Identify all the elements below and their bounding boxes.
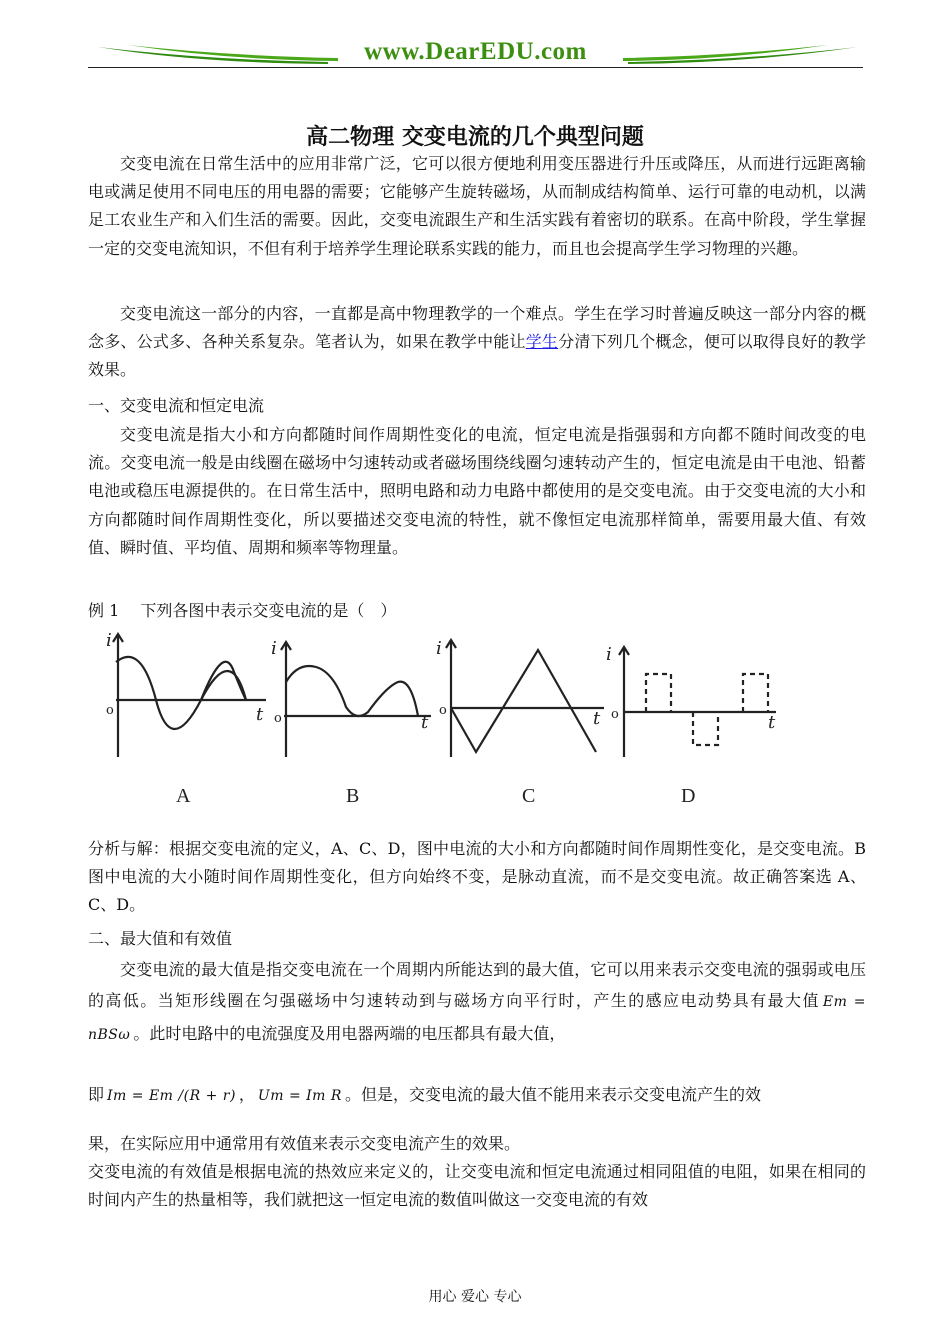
figure-c-graph	[446, 640, 604, 757]
header-rule	[88, 67, 863, 68]
paragraph-text: 交变电流的最大值是指交变电流在一个周期内所能达到的最大值，它可以用来表示交变电流的强弱或电压的高低。当矩形线圈在匀强磁场中匀速转动到与磁场方向平行时，产生的感应电动势具有最大值	[88, 960, 866, 1010]
figure-label-b: B	[346, 785, 360, 807]
figure-d-graph	[619, 647, 776, 757]
paragraph-intro: 交变电流在日常生活中的应用非常广泛，它可以很方便地利用变压器进行升压或降压，从而进行远距离输电或满足使用不同电压的用电器的需要；它能够产生旋转磁场，从而制成结构简单、运行可靠的电动机，以满足工农业生产和入们生活的需要。因此，交变电流跟生产和生活实践有着密切的联系。在高中阶段，学生掌握一定的交变电流知识，不但有利于培养学生理论联系实践的能力，而且也会提高学生学习物理的兴趣。	[88, 154, 866, 258]
paragraph-difficulty	[88, 300, 866, 385]
figure-label-c: C	[522, 785, 536, 807]
example-figures	[106, 632, 806, 812]
paragraph-text: 交变电流这一部分的内容，一直都是高中物理教学的一个难点。学生在学习时普遍反映这一部分内容的概念多、公式多、各种关系复杂。笔者认为，如果在教学中能让	[88, 304, 866, 352]
paragraph-effective-value: 交变电流的有效值是根据电流的热效应来定义的，让交变电流和恒定电流通过相同阻值的电阻，如果在相同的时间内产生的热量相等，我们就把这一恒定电流的数值叫做这一交变电流的有效	[88, 1162, 866, 1210]
origin-label: o	[106, 703, 114, 718]
axis-label-t: t	[593, 708, 601, 729]
axis-label-t: t	[768, 712, 776, 733]
formula-emf-max: Em = nBSω	[88, 994, 866, 1043]
paragraph-text: 。此时电路中的电流强度及用电器两端的电压都具有最大值，	[133, 1024, 566, 1043]
paragraph-formulas	[88, 1081, 866, 1110]
origin-label: o	[439, 703, 447, 718]
figure-a-graph	[113, 634, 266, 757]
figure-label-d: D	[681, 785, 696, 807]
section-heading-1: 一、交变电流和恒定电流	[88, 396, 265, 415]
axis-label-i: i	[606, 644, 612, 665]
paragraph-text: 分清下列几个概念，便可以取得良好的教学效果。	[88, 332, 866, 380]
figure-label-a: A	[176, 785, 191, 807]
axis-label-t: t	[256, 704, 264, 725]
site-logo-text: www.DearEDU.com	[364, 38, 587, 65]
paragraph-text: 。但是，交变电流的最大值不能用来表示交变电流产生的效	[344, 1085, 761, 1104]
origin-label: o	[274, 711, 282, 726]
page-footer: 用心 爱心 专心	[428, 1289, 522, 1305]
example-1: 例 1 下列各图中表示交变电流的是（ ）	[88, 601, 397, 620]
paragraph-text: 即	[88, 1085, 105, 1104]
formula-voltage-max: Um = Im R	[257, 1088, 342, 1104]
section-heading-2: 二、最大值和有效值	[88, 929, 233, 948]
formula-current-max: Im = Em /(R + r)	[107, 1088, 236, 1104]
axis-label-t: t	[421, 712, 429, 733]
figure-b-graph	[281, 642, 431, 757]
origin-label: o	[611, 707, 619, 722]
paragraph-ac-dc: 交变电流是指大小和方向都随时间作周期性变化的电流，恒定电流是指强弱和方向都不随时间改变的电流。交变电流一般是由线圈在磁场中匀速转动或者磁场围绕线圈匀速转动产生的，恒定电流是由干电池、铅蓄电池或稳压电源提供的。在日常生活中，照明电路和动力电路中都使用的是交变电流。由于交变电流的大小和方向都随时间作周期性变化，所以要描述交变电流的特性，就不像恒定电流那样简单，需要用最大值、有效值、瞬时值、平均值、周期和频率等物理量。	[88, 425, 866, 557]
axis-label-i: i	[271, 638, 277, 659]
paragraph-text: ，	[238, 1085, 255, 1104]
page-title: 高二物理 交变电流的几个典型问题	[306, 124, 644, 150]
paragraph-analysis: 分析与解：根据交变电流的定义，A、C、D，图中电流的大小和方向都随时间作周期性变化，是交变电流。B 图中电流的大小随时间作周期性变化，但方向始终不变，是脉动直流，而不是交变电流。故正确答案选 A、C、D。	[88, 839, 866, 915]
paragraph-effect: 果，在实际应用中通常用有效值来表示交变电流产生的效果。	[88, 1134, 521, 1153]
axis-label-i: i	[106, 632, 112, 651]
link-students[interactable]: 学生	[525, 332, 559, 352]
header-banner	[88, 36, 863, 68]
paragraph-max-value	[88, 954, 866, 1051]
axis-label-i: i	[436, 638, 442, 659]
